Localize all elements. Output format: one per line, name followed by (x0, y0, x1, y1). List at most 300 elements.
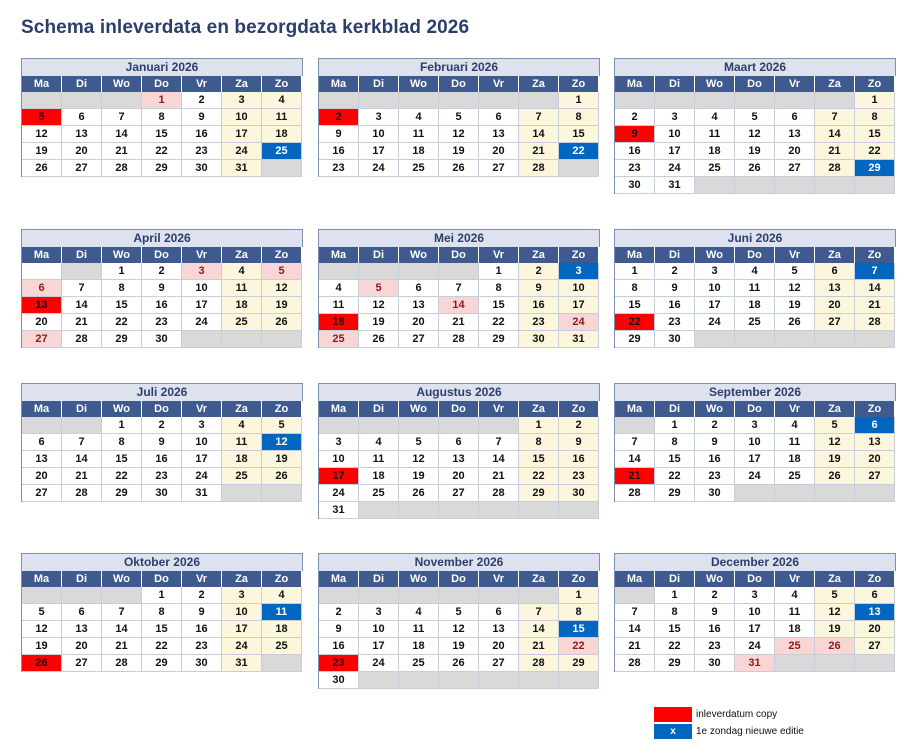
day-cell: 10 (655, 126, 695, 143)
weekday-header: Vr (182, 401, 222, 417)
legend-blue-swatch (654, 724, 692, 739)
day-cell: 26 (735, 160, 775, 177)
day-cell: 14 (102, 621, 142, 638)
day-cell: 10 (319, 451, 359, 468)
weekday-header: Zo (262, 571, 302, 587)
empty-cell (559, 160, 599, 177)
day-cell: 31 (182, 485, 222, 502)
weekday-header: Zo (559, 76, 599, 92)
day-cell: 29 (102, 485, 142, 502)
empty-cell (399, 502, 439, 519)
day-cell: 1 (102, 263, 142, 280)
day-cell: 28 (519, 160, 559, 177)
empty-cell (319, 263, 359, 280)
weekday-header: Di (62, 247, 102, 263)
day-cell: 18 (775, 451, 815, 468)
day-cell: 2 (559, 417, 599, 434)
day-cell: 19 (735, 143, 775, 160)
day-cell: 4 (399, 604, 439, 621)
month-grid (318, 401, 600, 519)
day-cell: 4 (262, 92, 302, 109)
weekday-header: Ma (615, 571, 655, 587)
month-5 (318, 229, 600, 348)
empty-cell (479, 587, 519, 604)
day-cell: 16 (615, 143, 655, 160)
day-cell: 9 (655, 280, 695, 297)
day-cell: 12 (775, 280, 815, 297)
day-cell: 28 (479, 485, 519, 502)
day-cell: 8 (142, 109, 182, 126)
day-cell: 17 (559, 297, 599, 314)
day-cell: 20 (479, 638, 519, 655)
day-cell: 30 (142, 331, 182, 348)
day-cell: 5 (815, 417, 855, 434)
day-cell: 10 (182, 434, 222, 451)
day-cell: 9 (142, 280, 182, 297)
day-cell: 20 (479, 143, 519, 160)
legend-blue-mark: x (670, 726, 676, 737)
day-cell: 28 (439, 331, 479, 348)
day-cell: 22 (102, 468, 142, 485)
day-cell: 5 (775, 263, 815, 280)
day-cell: 18 (695, 143, 735, 160)
day-cell: 22 (519, 468, 559, 485)
weekday-header: Wo (399, 401, 439, 417)
day-cell: 25 (399, 160, 439, 177)
day-cell: 4 (222, 263, 262, 280)
day-cell: 10 (735, 604, 775, 621)
day-cell: 21 (102, 638, 142, 655)
month-title: Augustus 2026 (318, 383, 600, 401)
day-cell: 16 (182, 126, 222, 143)
weekday-header: Di (655, 401, 695, 417)
day-cell: 5 (359, 280, 399, 297)
day-cell: 9 (615, 126, 655, 143)
weekday-header: Ma (319, 76, 359, 92)
day-cell: 7 (439, 280, 479, 297)
day-cell: 22 (559, 143, 599, 160)
day-cell: 21 (102, 143, 142, 160)
day-cell: 19 (22, 143, 62, 160)
day-cell: 2 (142, 263, 182, 280)
day-cell: 28 (815, 160, 855, 177)
day-cell: 23 (519, 314, 559, 331)
day-cell: 19 (815, 621, 855, 638)
day-cell: 25 (222, 314, 262, 331)
day-cell: 7 (615, 434, 655, 451)
month-title: Juni 2026 (614, 229, 896, 247)
weekday-header: Di (359, 401, 399, 417)
day-cell: 28 (62, 485, 102, 502)
day-cell: 5 (439, 109, 479, 126)
legend-red-label: inleverdatum copy (696, 709, 778, 720)
day-cell: 8 (655, 604, 695, 621)
legend-red-swatch (654, 707, 692, 722)
day-cell: 25 (262, 638, 302, 655)
empty-cell (439, 417, 479, 434)
empty-cell (559, 502, 599, 519)
empty-cell (319, 92, 359, 109)
day-cell: 14 (615, 451, 655, 468)
day-cell: 2 (319, 604, 359, 621)
weekday-header: Ma (615, 76, 655, 92)
day-cell: 12 (815, 434, 855, 451)
day-cell: 21 (815, 143, 855, 160)
empty-cell (519, 672, 559, 689)
day-cell: 18 (359, 468, 399, 485)
empty-cell (735, 331, 775, 348)
legend-row-nieuwe-editie (654, 723, 804, 740)
day-cell: 3 (359, 604, 399, 621)
day-cell: 5 (439, 604, 479, 621)
day-cell: 25 (399, 655, 439, 672)
day-cell: 7 (815, 109, 855, 126)
month-title: Januari 2026 (21, 58, 303, 76)
weekday-header: Do (439, 76, 479, 92)
day-cell: 6 (479, 604, 519, 621)
day-cell: 31 (735, 655, 775, 672)
day-cell: 17 (359, 638, 399, 655)
day-cell: 27 (439, 485, 479, 502)
weekday-header: Za (519, 247, 559, 263)
day-cell: 21 (479, 468, 519, 485)
day-cell: 26 (815, 638, 855, 655)
weekday-header: Do (142, 247, 182, 263)
day-cell: 30 (655, 331, 695, 348)
day-cell: 10 (222, 109, 262, 126)
day-cell: 15 (102, 297, 142, 314)
day-cell: 5 (262, 417, 302, 434)
day-cell: 4 (695, 109, 735, 126)
day-cell: 18 (399, 638, 439, 655)
day-cell: 30 (142, 485, 182, 502)
day-cell: 10 (359, 621, 399, 638)
day-cell: 13 (62, 621, 102, 638)
weekday-header: Vr (182, 571, 222, 587)
empty-cell (359, 417, 399, 434)
day-cell: 16 (182, 621, 222, 638)
day-cell: 19 (22, 638, 62, 655)
weekday-header: Ma (22, 247, 62, 263)
empty-cell (359, 672, 399, 689)
month-8 (318, 383, 600, 519)
day-cell: 30 (182, 160, 222, 177)
weekday-header: Do (735, 247, 775, 263)
day-cell: 21 (439, 314, 479, 331)
weekday-header: Wo (102, 571, 142, 587)
day-cell: 15 (855, 126, 895, 143)
day-cell: 15 (615, 297, 655, 314)
day-cell: 25 (262, 143, 302, 160)
day-cell: 6 (815, 263, 855, 280)
day-cell: 22 (615, 314, 655, 331)
day-cell: 6 (855, 417, 895, 434)
day-cell: 29 (655, 485, 695, 502)
day-cell: 24 (359, 655, 399, 672)
month-grid (614, 247, 896, 348)
day-cell: 12 (439, 126, 479, 143)
day-cell: 4 (262, 587, 302, 604)
day-cell: 15 (559, 126, 599, 143)
empty-cell (479, 672, 519, 689)
day-cell: 23 (142, 468, 182, 485)
month-title: December 2026 (614, 553, 896, 571)
day-cell: 1 (655, 587, 695, 604)
day-cell: 20 (62, 638, 102, 655)
month-grid (21, 76, 303, 177)
weekday-header: Za (519, 401, 559, 417)
empty-cell (62, 263, 102, 280)
day-cell: 10 (735, 434, 775, 451)
day-cell: 8 (519, 434, 559, 451)
weekday-header: Do (142, 401, 182, 417)
day-cell: 24 (735, 638, 775, 655)
weekday-header: Za (815, 571, 855, 587)
day-cell: 27 (22, 485, 62, 502)
day-cell: 11 (695, 126, 735, 143)
day-cell: 11 (775, 434, 815, 451)
empty-cell (399, 417, 439, 434)
weekday-header: Di (359, 76, 399, 92)
weekday-header: Vr (775, 247, 815, 263)
weekday-header: Zo (855, 571, 895, 587)
day-cell: 21 (855, 297, 895, 314)
day-cell: 10 (359, 126, 399, 143)
day-cell: 28 (855, 314, 895, 331)
day-cell: 4 (775, 587, 815, 604)
day-cell: 20 (399, 314, 439, 331)
empty-cell (815, 177, 855, 194)
weekday-header: Ma (22, 401, 62, 417)
weekday-header: Di (359, 247, 399, 263)
day-cell: 30 (695, 655, 735, 672)
day-cell: 12 (22, 621, 62, 638)
day-cell: 2 (695, 417, 735, 434)
day-cell: 15 (559, 621, 599, 638)
month-12 (614, 553, 896, 672)
weekday-header: Zo (559, 571, 599, 587)
month-grid (614, 76, 896, 194)
day-cell: 18 (222, 451, 262, 468)
day-cell: 18 (262, 126, 302, 143)
day-cell: 23 (655, 314, 695, 331)
day-cell: 16 (695, 451, 735, 468)
empty-cell (319, 417, 359, 434)
weekday-header: Wo (695, 571, 735, 587)
day-cell: 12 (439, 621, 479, 638)
day-cell: 7 (519, 604, 559, 621)
day-cell: 27 (775, 160, 815, 177)
day-cell: 3 (695, 263, 735, 280)
empty-cell (855, 655, 895, 672)
day-cell: 24 (359, 160, 399, 177)
day-cell: 13 (775, 126, 815, 143)
weekday-header: Do (142, 571, 182, 587)
day-cell: 28 (102, 160, 142, 177)
month-title: September 2026 (614, 383, 896, 401)
day-cell: 1 (479, 263, 519, 280)
day-cell: 20 (439, 468, 479, 485)
day-cell: 24 (182, 314, 222, 331)
day-cell: 1 (102, 417, 142, 434)
day-cell: 15 (655, 621, 695, 638)
month-grid (21, 571, 303, 672)
weekday-header: Ma (22, 571, 62, 587)
empty-cell (62, 587, 102, 604)
day-cell: 1 (142, 92, 182, 109)
empty-cell (695, 92, 735, 109)
day-cell: 27 (479, 160, 519, 177)
day-cell: 11 (735, 280, 775, 297)
day-cell: 21 (519, 638, 559, 655)
day-cell: 1 (655, 417, 695, 434)
empty-cell (359, 263, 399, 280)
day-cell: 27 (855, 638, 895, 655)
day-cell: 31 (559, 331, 599, 348)
month-10 (21, 553, 303, 672)
day-cell: 20 (855, 621, 895, 638)
empty-cell (815, 485, 855, 502)
day-cell: 29 (142, 655, 182, 672)
empty-cell (655, 92, 695, 109)
day-cell: 28 (519, 655, 559, 672)
month-title: April 2026 (21, 229, 303, 247)
weekday-header: Vr (479, 401, 519, 417)
weekday-header: Ma (319, 247, 359, 263)
day-cell: 31 (222, 160, 262, 177)
day-cell: 30 (319, 672, 359, 689)
day-cell: 13 (855, 604, 895, 621)
day-cell: 10 (182, 280, 222, 297)
month-4 (21, 229, 303, 348)
day-cell: 5 (735, 109, 775, 126)
day-cell: 16 (655, 297, 695, 314)
weekday-header: Wo (695, 401, 735, 417)
day-cell: 27 (22, 331, 62, 348)
day-cell: 13 (22, 451, 62, 468)
day-cell: 3 (222, 92, 262, 109)
day-cell: 9 (695, 434, 735, 451)
day-cell: 3 (182, 263, 222, 280)
weekday-header: Zo (262, 76, 302, 92)
day-cell: 28 (615, 485, 655, 502)
day-cell: 25 (222, 468, 262, 485)
day-cell: 26 (775, 314, 815, 331)
day-cell: 2 (319, 109, 359, 126)
day-cell: 11 (399, 621, 439, 638)
day-cell: 22 (102, 314, 142, 331)
empty-cell (815, 331, 855, 348)
weekday-header: Ma (615, 247, 655, 263)
day-cell: 24 (655, 160, 695, 177)
weekday-header: Do (735, 76, 775, 92)
empty-cell (479, 417, 519, 434)
day-cell: 29 (655, 655, 695, 672)
day-cell: 11 (222, 434, 262, 451)
weekday-header: Za (815, 247, 855, 263)
empty-cell (479, 502, 519, 519)
empty-cell (399, 587, 439, 604)
day-cell: 3 (735, 587, 775, 604)
day-cell: 4 (775, 417, 815, 434)
day-cell: 12 (815, 604, 855, 621)
day-cell: 24 (695, 314, 735, 331)
day-cell: 28 (102, 655, 142, 672)
day-cell: 8 (142, 604, 182, 621)
day-cell: 13 (439, 451, 479, 468)
weekday-header: Vr (479, 76, 519, 92)
month-grid (614, 401, 896, 502)
day-cell: 23 (142, 314, 182, 331)
day-cell: 16 (695, 621, 735, 638)
day-cell: 17 (222, 126, 262, 143)
day-cell: 20 (775, 143, 815, 160)
day-cell: 18 (319, 314, 359, 331)
empty-cell (855, 331, 895, 348)
day-cell: 20 (815, 297, 855, 314)
day-cell: 30 (182, 655, 222, 672)
day-cell: 19 (359, 314, 399, 331)
weekday-header: Do (439, 247, 479, 263)
day-cell: 14 (62, 451, 102, 468)
weekday-header: Ma (319, 571, 359, 587)
empty-cell (775, 485, 815, 502)
day-cell: 27 (855, 468, 895, 485)
day-cell: 22 (655, 468, 695, 485)
weekday-header: Vr (775, 76, 815, 92)
weekday-header: Do (735, 571, 775, 587)
day-cell: 7 (615, 604, 655, 621)
empty-cell (319, 587, 359, 604)
day-cell: 12 (359, 297, 399, 314)
day-cell: 3 (319, 434, 359, 451)
weekday-header: Wo (399, 247, 439, 263)
day-cell: 14 (855, 280, 895, 297)
empty-cell (439, 502, 479, 519)
page-title: Schema inleverdata en bezorgdata kerkblad 2026 (21, 17, 470, 38)
day-cell: 9 (519, 280, 559, 297)
day-cell: 23 (695, 468, 735, 485)
day-cell: 31 (319, 502, 359, 519)
weekday-header: Vr (775, 571, 815, 587)
day-cell: 23 (615, 160, 655, 177)
weekday-header: Wo (399, 571, 439, 587)
day-cell: 30 (695, 485, 735, 502)
month-11 (318, 553, 600, 689)
day-cell: 1 (559, 92, 599, 109)
day-cell: 13 (815, 280, 855, 297)
day-cell: 7 (62, 434, 102, 451)
weekday-header: Zo (855, 401, 895, 417)
day-cell: 19 (815, 451, 855, 468)
weekday-header: Di (62, 571, 102, 587)
day-cell: 25 (695, 160, 735, 177)
empty-cell (182, 331, 222, 348)
day-cell: 12 (262, 434, 302, 451)
month-title: Oktober 2026 (21, 553, 303, 571)
day-cell: 9 (182, 109, 222, 126)
weekday-header: Di (655, 571, 695, 587)
month-1 (21, 58, 303, 177)
day-cell: 24 (222, 143, 262, 160)
day-cell: 8 (655, 434, 695, 451)
day-cell: 13 (855, 434, 895, 451)
month-grid (21, 401, 303, 502)
day-cell: 17 (735, 451, 775, 468)
day-cell: 21 (62, 468, 102, 485)
day-cell: 20 (855, 451, 895, 468)
month-2 (318, 58, 600, 177)
